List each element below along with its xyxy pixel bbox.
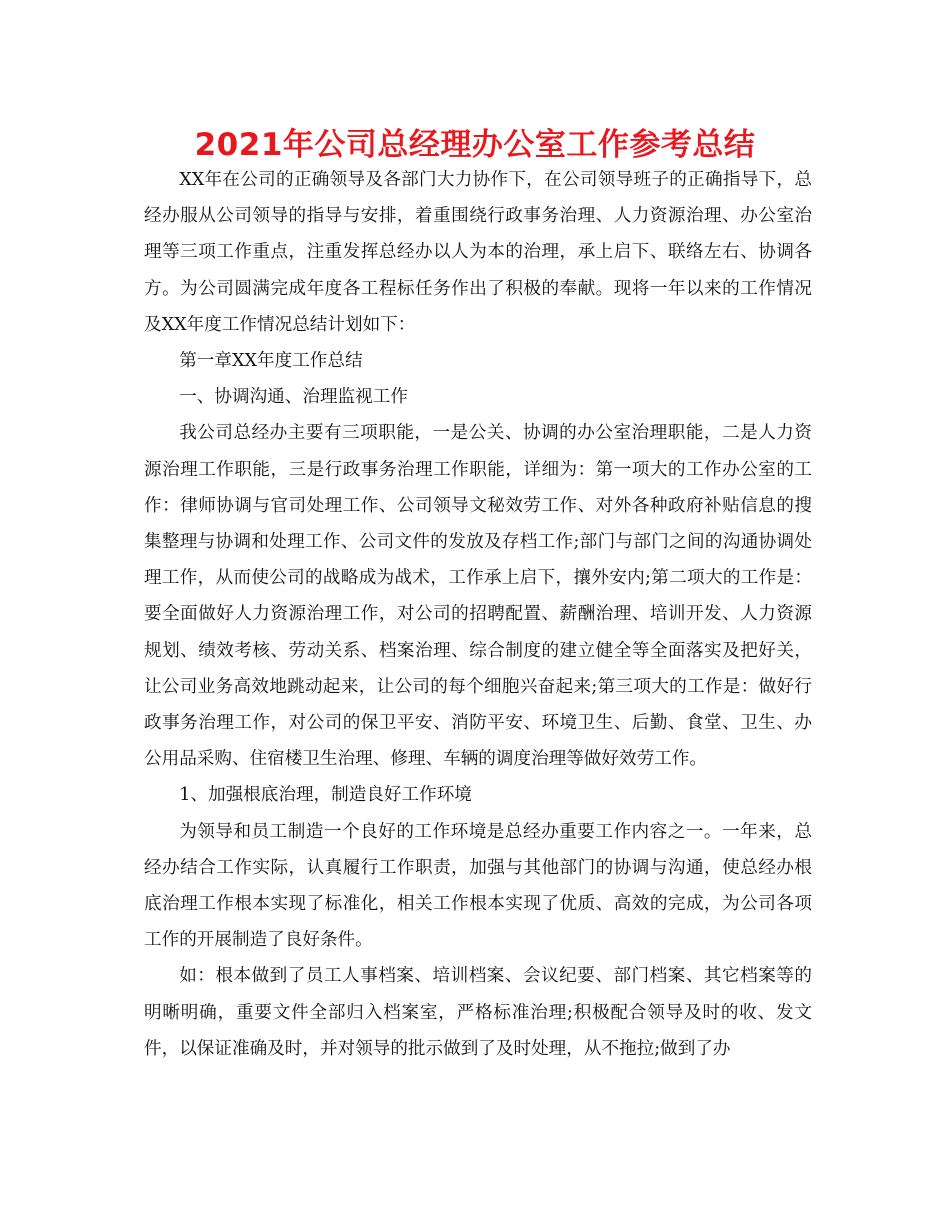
subsection-heading-foundation: 1、加强根底治理，制造良好工作环境 bbox=[179, 785, 472, 806]
paragraph-intro: XX年在公司的正确领导及各部门大力协作下，在公司领导班子的正确指导下，总经办服从公司领导的指导与安排，着重围绕行政事务治理、人力资源治理、办公室治理等三项工作重点，注重发挥总经办以人为本的治理，承上启下、联络左右、协调各方。为公司圆满完成年度各工程标任务作出了积极的奉献。现将一年以来的工作情况及XX年度工作情况总结计划如下： bbox=[144, 170, 812, 335]
paragraph-functions: 我公司总经办主要有三项职能，一是公关、协调的办公室治理职能，二是人力资源治理工作职能，三是行政事务治理工作职能，详细为：第一项大的工作办公室的工作：律师协调与官司处理工作、公司领导文秘效劳工作、对外各种政府补贴信息的搜集整理与协调和处理工作、公司文件的发放及存档工作;部门与部门之间的沟通协调处理工作，从而使公司的战略成为战术，工作承上启下，攘外安内;第二项大的工作是：要全面做好人力资源治理工作，对公司的招聘配置、薪酬治理、培训开发、人力资源规划、绩效考核、劳动关系、档案治理、综合制度的建立健全等全面落实及把好关，让公司业务高效地跳动起来，让公司的每个细胞兴奋起来;第三项大的工作是：做好行政事务治理工作，对公司的保卫平安、消防平安、环境卫生、后勤、食堂、卫生、办公用品采购、住宿楼卫生治理、修理、车辆的调度治理等做好效劳工作。 bbox=[144, 423, 812, 770]
document-body bbox=[144, 162, 812, 1067]
chapter-heading: 第一章XX年度工作总结 bbox=[179, 351, 363, 372]
paragraph-archives: 如：根本做到了员工人事档案、培训档案、会议纪要、部门档案、其它档案等的明晰明确，重要文件全部归入档案室，严格标准治理;积极配合领导及时的收、发文件，以保证准确及时，并对领导的批示做到了及时处理，从不拖拉;做到了办 bbox=[144, 966, 812, 1059]
document-title: 2021年公司总经理办公室工作参考总结 bbox=[194, 127, 756, 163]
section-heading-coordination: 一、协调沟通、治理监视工作 bbox=[179, 387, 408, 408]
paragraph-environment: 为领导和员工制造一个良好的工作环境是总经办重要工作内容之一。一年来，总经办结合工作实际，认真履行工作职责，加强与其他部门的协调与沟通，使总经办根底治理工作根本实现了标准化，相关工作根本实现了优质、高效的完成，为公司各项工作的开展制造了良好条件。 bbox=[144, 821, 812, 951]
